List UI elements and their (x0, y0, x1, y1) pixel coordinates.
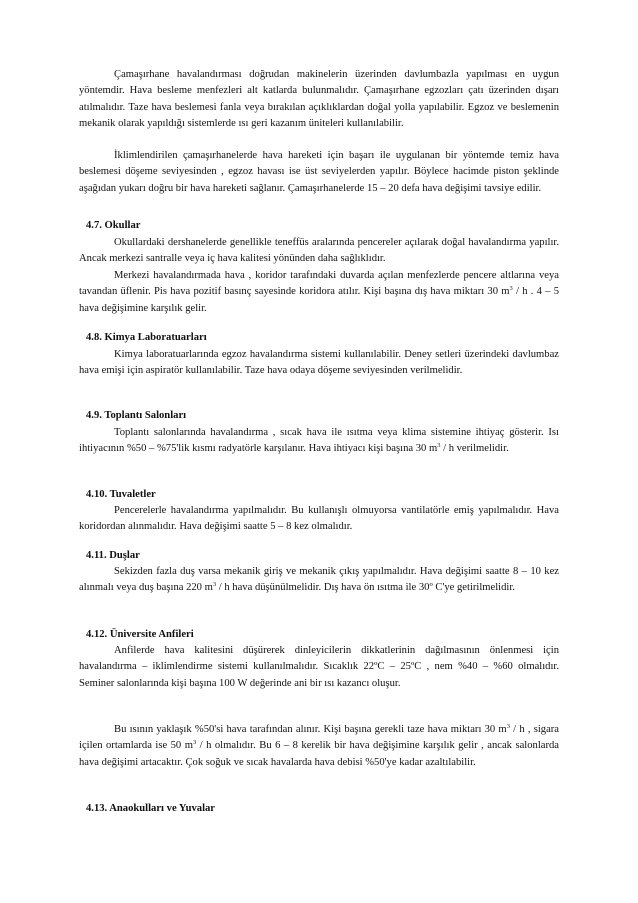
heading-4-12: 4.12. Üniversite Anfileri (86, 629, 194, 640)
paragraph-chem-labs: Kimya laboratuarlarında egzoz havalandırma sistemi kullanılabilir. Deney setleri üzerindeki davlumbaz hava emişi için aspiratör kullanılabilir. Taze hava odaya döşeme seviyesinden verilmelidir. (79, 349, 559, 377)
paragraph-schools-natural: Okullardaki dershanelerde genellikle teneffüs aralarında pencereler açılarak doğal havalandırma yapılır. Ancak merkezi santralle veya iç hava kalitesi yönünden daha sağlıklıdır. (79, 237, 559, 265)
paragraph-showers: Sekizden fazla duş varsa mekanik giriş ve mekanik çıkış yapılmalıdır. Hava değişimi saatte 8 – 10 kez alınmalı veya duş başına 220 $m^3$ / h hava düşünülmelidir. Dış hava ön ısıtma ile 30º C'ye getirilmelidir. (79, 566, 559, 594)
heading-4-13: 4.13. Anaokulları ve Yuvalar (86, 803, 216, 814)
paragraph-toilets: Pencerelerle havalandırma yapılmalıdır. Bu kullanışlı olmuyorsa vantilatörle emiş yapılmalıdır. Hava koridordan alınmalıdır. Hava değişimi saatte 5 – 8 kez olmalıdır. (79, 505, 559, 533)
heading-4-9: 4.9. Toplantı Salonları (86, 410, 187, 421)
paragraph-schools-central: Merkezi havalandırmada hava , koridor tarafındaki duvarda açılan menfezlerde pencere altlarına veya tavandan üflenir. Pis hava pozitif basınç sayesinde koridora atılır. Kişi başına dış hava miktarı 30 $m^3$ / h . 4 – 5 hava değişimine karşılık gelir. (79, 270, 560, 314)
paragraph-meeting-rooms: Toplantı salonlarında havalandırma , sıcak hava ile ısıtma veya klima sistemine ihtiyaç gösterir. Isı ihtiyacının %50 – %75'lik kısmı radyatörle karşılanır. Hava ihtiyacı kişi başına 30 $m^3$ / h verilmelidir. (79, 427, 559, 455)
heading-4-10: 4.10. Tuvaletler (86, 489, 156, 500)
heading-4-7: 4.7. Okullar (86, 220, 141, 231)
paragraph-laundry-air-movement: İklimlendirilen çamaşırhanelerde hava hareketi için başarı ile uygulanan bir yöntemde temiz hava beslemesi döşeme seviyesinden , egzoz havası ise üst seviyelerden yapılır. Böylece hacimde piston şeklinde aşağıdan yukarı doğru bir hava hareketi sağlanır. Çamaşırhanelerde 15 – 20 defa hava değişimi tavsiye edilir. (79, 150, 559, 194)
heading-4-11: 4.11. Duşlar (86, 550, 140, 561)
heading-4-8: 4.8. Kimya Laboratuarları (86, 332, 207, 343)
paragraph-amphitheaters-air: Bu ısının yaklaşık %50'si hava tarafından alınır. Kişi başına gerekli taze hava miktarı 30 $m^3$ / h , sigara içilen ortamlarda ise 50 $m^3$ / h olmalıdır. Bu 6 – 8 kerelik bir hava değişimine karşılık gelir , ancak salonlarda hava değişimi artacaktır. Çok soğuk ve sıcak havalarda hava debisi %50'ye kadar azaltılabilir. (79, 723, 560, 768)
paragraph-laundry-ventilation: Çamaşırhane havalandırması doğrudan makinelerin üzerinden davlumbazla yapılması en uygun yöntemdir. Hava besleme menfezleri alt katlarda bulunmalıdır. Çamaşırhane egzozları çatı üzerinden dışarı atılmalıdır. Taze hava beslemesi fanla veya bırakılan açıklıklardan doğal yolla yapılabilir. Egzoz ve beslemenin mekanik olarak yapıldığı sistemlerde ısı geri kazanım üniteleri kullanılabilir. (79, 69, 559, 129)
paragraph-amphitheaters: Anfilerde hava kalitesini düşürerek dinleyicilerin dikkatlerinin dağılmasının önlenmesi için havalandırma – iklimlendirme sistemi kullanılmalıdır. Sıcaklık 22ºC – 25ºC , nem %40 – %60 olmalıdır. Seminer salonlarında kişi başına 100 W değerinde ani bir ısı kazancı oluşur. (79, 645, 559, 689)
